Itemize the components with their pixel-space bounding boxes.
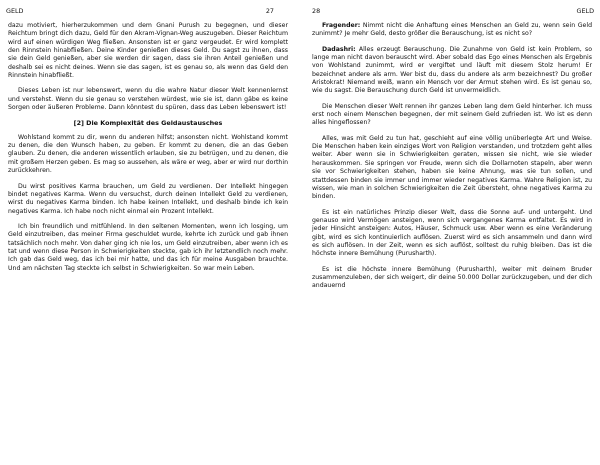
right-page xyxy=(310,0,594,465)
paragraph: Wohlstand kommt zu dir, wenn du anderen hilfst; ansonsten nicht. Wohlstand kommt zu denen, die den Wunsch haben, zu geben. Er kommt zu denen, die an das Geben glauben. Zu denen, die anderen wissentlich erlauben, sie zu betrügen, und zu denen, die mit großem Herzen geben. Es mag so aussehen, als wäre er weg, aber er wird nur dorthin zurückkehren. xyxy=(8,133,288,175)
dialogue-text: Nimmt nicht die Anhaftung eines Menschen an Geld zu, wenn sein Geld zunimmt? Je mehr Geld, desto größer die Berauschung, ist es nicht so? xyxy=(312,22,592,38)
dialogue-paragraph xyxy=(312,22,592,39)
left-page-header xyxy=(6,0,290,22)
paragraph: dazu motiviert, hierherzukommen und dem Gnani Purush zu begegnen, und dieser Reichtum bringt dich dazu, Geld für den Akram-Vignan-Weg auszugeben. Dieser Reichtum wird auf einen würdigen Weg fließen. Ansonsten ist er ganz vergeudet. Er wird komplett den Rinnstein hinabfließen. Deine Kinder genießen dieses Geld. Du sagst zu ihnen, dass sie dein Geld genießen, aber sie werden dir sagen, dass sie ihren Anteil genießen und deshalb sei es nicht deines. Wenn sie das sagen, ist es genau so, als wenn das Geld den Rinnstein hinabfließt. xyxy=(8,22,288,80)
paragraph: Alles, was mit Geld zu tun hat, geschieht auf eine völlig unüberlegte Art und Weise. Die Menschen haben kein einziges Wort von Religion verstanden, und trotzdem geht alles weiter. Aber wenn sie in Schwierigkeiten geraten, wissen sie nicht, wie sie wieder herauskommen. Sie springen vor Freude, wenn sich die Dollarnoten stapeln, aber wenn sie vor Schwierigkeiten stehen, haben sie keine Ahnung, was sie tun sollen, und stattdessen binden sie immer und immer wieder negatives Karma. Wahre Religion ist, zu wissen, wie man in solchen Schwierigkeiten die Zeit übersteht, ohne negatives Karma zu binden. xyxy=(312,134,592,201)
dialogue-text: Alles erzeugt Berauschung. Die Zunahme von Geld ist kein Problem, so lange man nicht davon berauscht wird. Aber sobald das Ego eines Menschen als Ergebnis von Wohlstand zunimmt, wird er vergiftet und läuft mit diesem Stolz herum! Er bezeichnet andere als arm. Wer bist du, dass du andere als arm bezeichnest? Du großer Aristokrat! Niemand weiß, wann ein Mensch vor der Armut stehen wird. Es ist genau so, wie du sagst. Die Berauschung durch Geld ist unvermeidlich. xyxy=(312,45,592,95)
left-page-body xyxy=(6,22,290,273)
page-number: 28 xyxy=(312,7,321,15)
right-page-body xyxy=(310,22,594,291)
running-title: GELD xyxy=(6,7,24,15)
speaker-label: Fragender: xyxy=(322,22,361,29)
paragraph: Es ist ein natürliches Prinzip dieser Welt, dass die Sonne auf- und untergeht. Und genauso wird Vermögen ansteigen, wenn sich vergangenes Karma entfaltet. Es wird in jeder Hinsicht ansteigen: Autos, Häuser, Schmuck usw. Aber wenn es eine Veränderung gibt, wird es sich kontinuierlich auflösen. Zuerst wird es sich ansammeln und dann wird es sich auflösen. In der Zeit, wenn es sich auflöst, solltest du ruhig bleiben. Das ist die höchste innere Bemühung (Purusharth). xyxy=(312,208,592,258)
section-heading: [2] Die Komplexität des Geldaustausches xyxy=(73,119,223,128)
left-page xyxy=(6,0,290,465)
running-title: GELD xyxy=(576,7,594,15)
paragraph: Die Menschen dieser Welt rennen ihr ganzes Leben lang dem Geld hinterher. Ich muss erst noch einem Menschen begegnen, der mit seinem Geld zufrieden ist. Wo ist es denn alles hingeflossen? xyxy=(312,102,592,127)
paragraph: Dieses Leben ist nur lebenswert, wenn du die wahre Natur dieser Welt kennenlernst und verstehst. Wenn du sie genau so verstehen würdest, wie sie ist, dann gäbe es keine Sorgen oder äußeren Probleme. Dann könntest du spüren, dass das Leben lebenswert ist! xyxy=(8,87,288,112)
page-number: 27 xyxy=(265,7,274,15)
paragraph: Ich bin freundlich und mitfühlend. In den seltenen Momenten, wenn ich losging, um Geld einzutreiben, das meiner Firma geschuldet wurde, kehrte ich zurück und gab ihnen tatsächlich noch mehr. Von daher ging ich nie los, um Geld einzutreiben, aber wenn ich es tat und wenn diese Person in Schwierigkeiten steckte, gab ich ihr letztendlich noch mehr. Ich gab das Geld weg, das ich bei mir hatte, und das ich für meine Ausgaben brauchte. Und am nächsten Tag steckte ich selbst in Schwierigkeiten. So war mein Leben. xyxy=(8,222,288,272)
paragraph: Du wirst positives Karma brauchen, um Geld zu verdienen. Der Intellekt hingegen bindet negatives Karma. Wenn du versuchst, durch deinen Intellekt Geld zu verdienen, wirst du negatives Karma binden. Ich habe keinen Intellekt, und deshalb binde ich kein negatives Karma. Ich habe noch nicht einmal ein Prozent Intellekt. xyxy=(8,182,288,215)
speaker-label: Dadashri: xyxy=(322,45,356,53)
right-page-header xyxy=(310,0,594,22)
paragraph: Es ist die höchste innere Bemühung (Purusharth), weiter mit deinem Bruder zusammenzuleben, der sich weigert, dir deine 50.000 Dollar zurückzugeben, und der dich andauernd xyxy=(312,265,592,290)
dialogue-paragraph xyxy=(312,46,592,96)
